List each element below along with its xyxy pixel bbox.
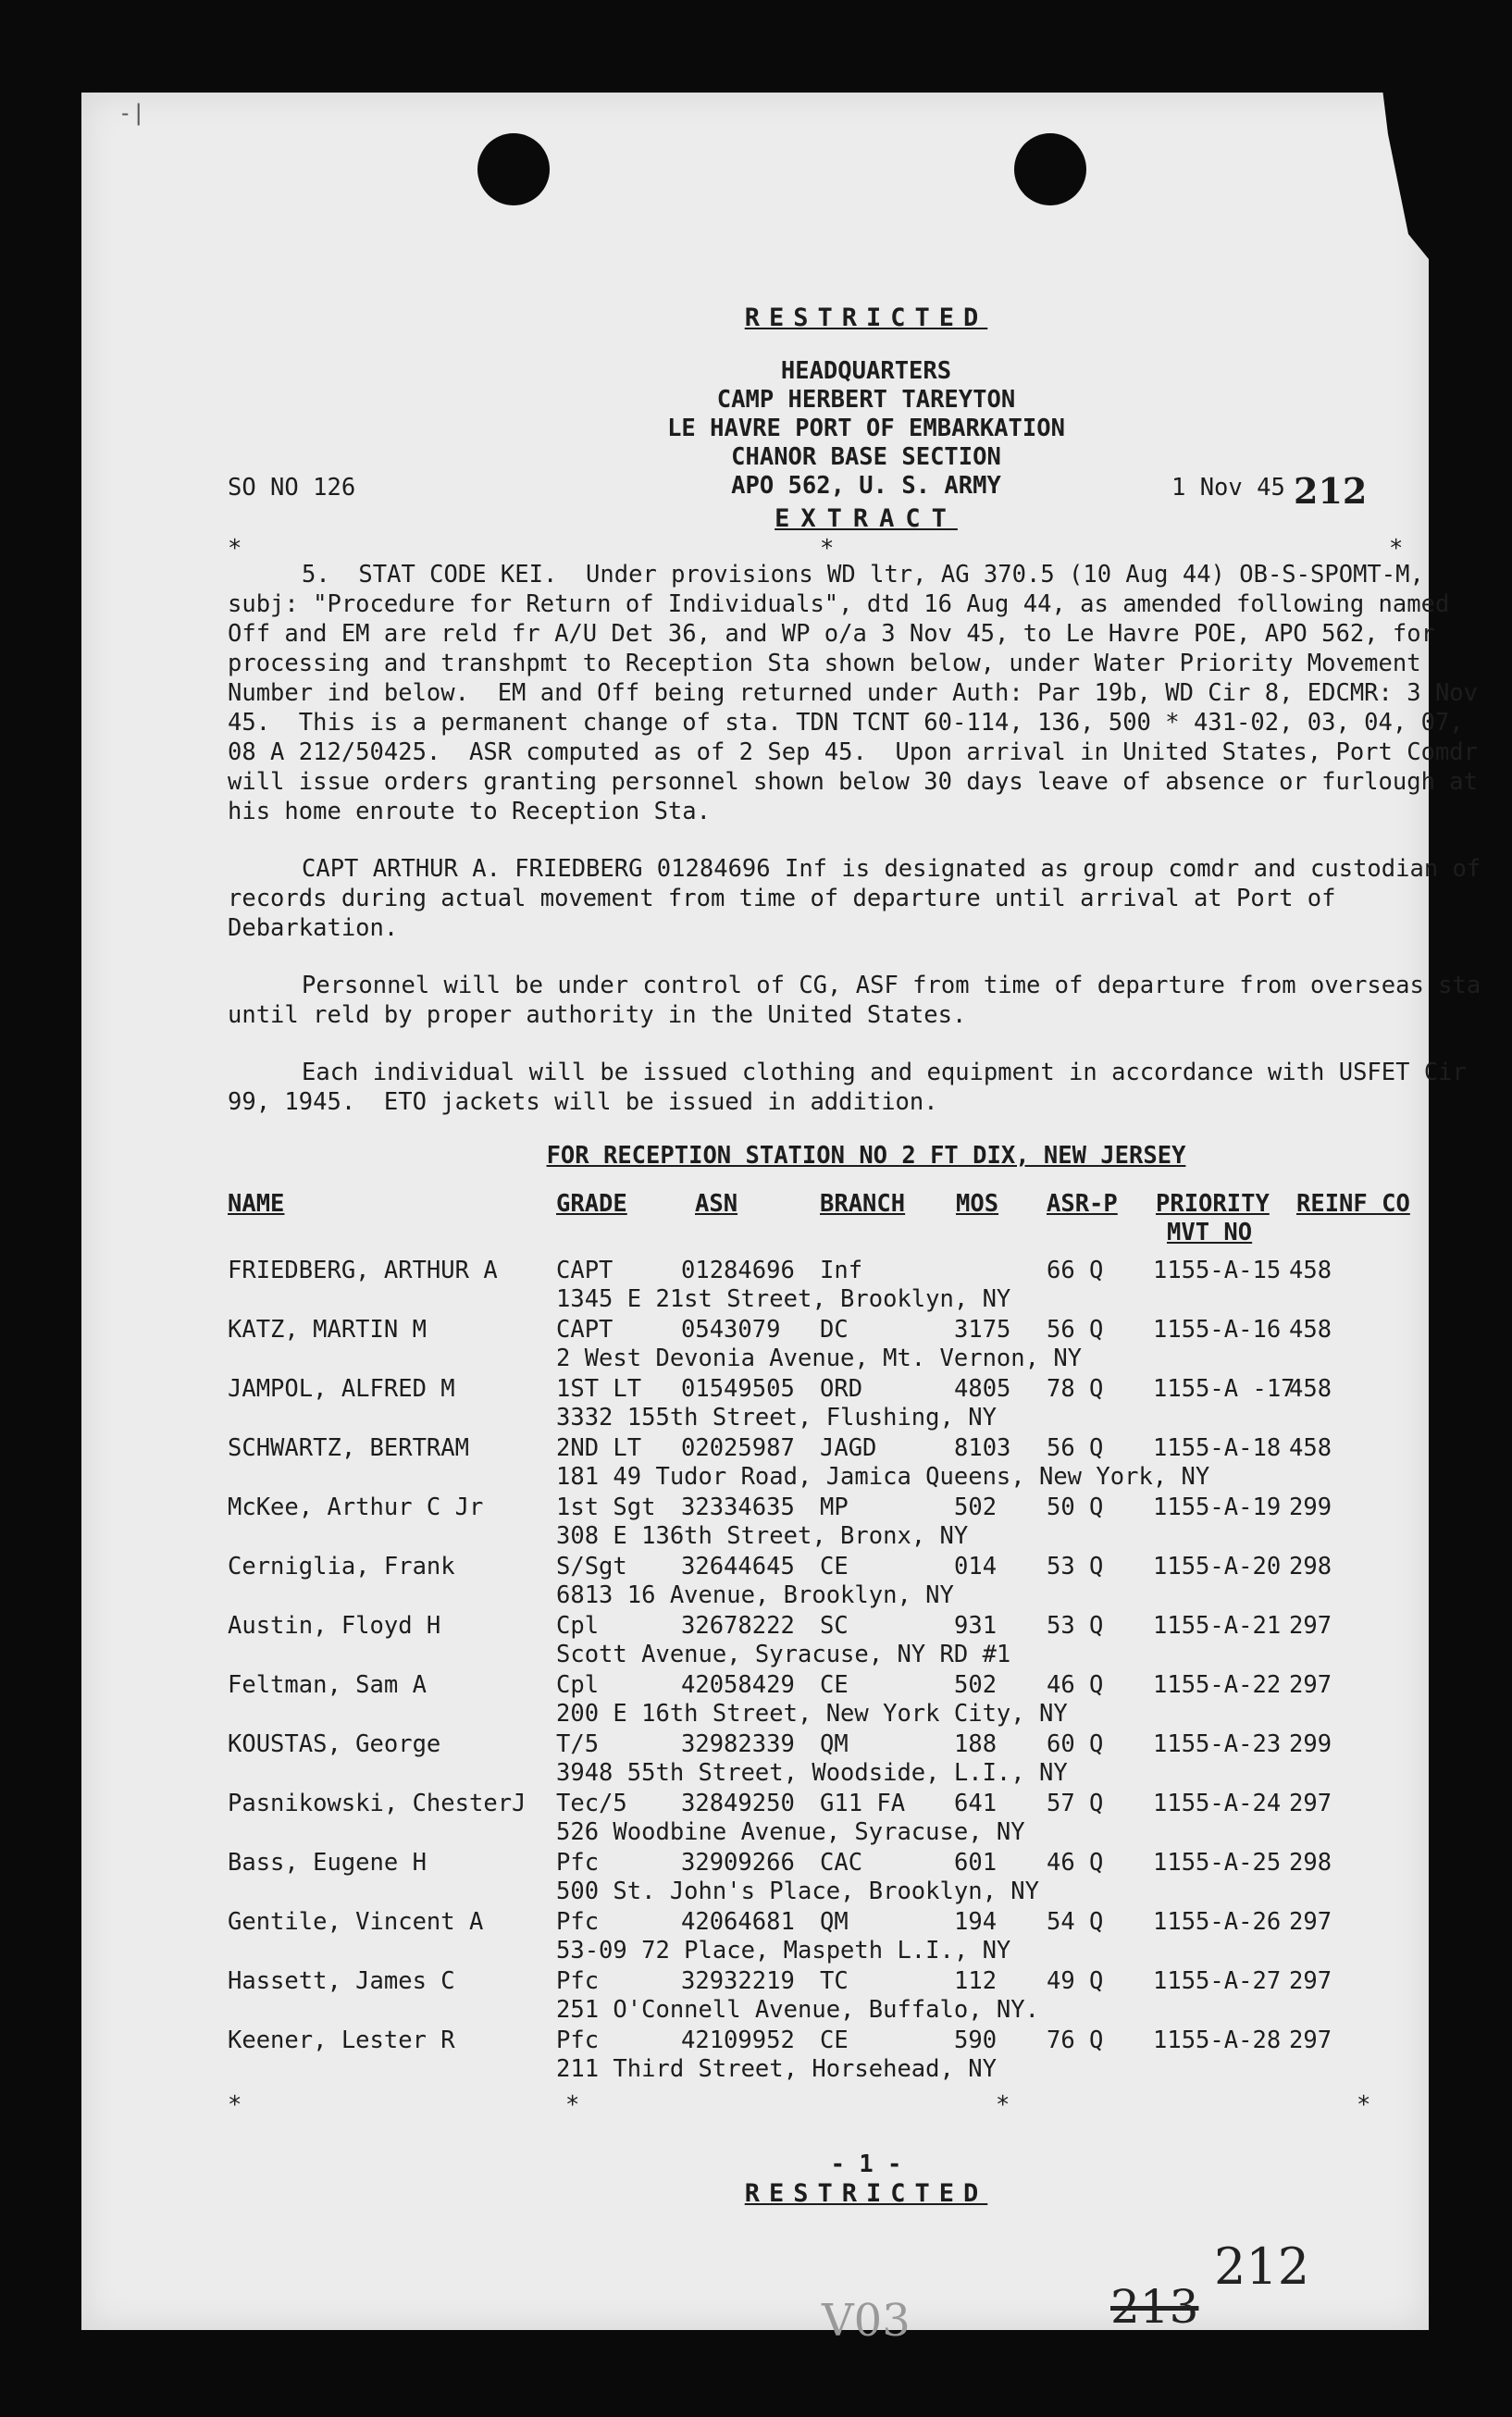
table-row xyxy=(228,1848,1505,1907)
row-grade: Pfc xyxy=(556,1908,600,1936)
row-asr-score: 60 Q xyxy=(1047,1730,1104,1758)
row-branch: MP xyxy=(820,1494,849,1521)
row-grade: Pfc xyxy=(556,1849,600,1877)
row-reinf-co: 458 xyxy=(1289,1316,1332,1344)
row-priority-mvt-no: 1155-A-21 xyxy=(1153,1612,1282,1640)
row-address: 6813 16 Avenue, Brooklyn, NY xyxy=(556,1581,954,1609)
star: * xyxy=(1357,2091,1371,2119)
star: * xyxy=(996,2091,1010,2119)
separator-stars xyxy=(228,534,1505,563)
row-asn: 42064681 xyxy=(681,1908,795,1936)
row-reinf-co: 299 xyxy=(1289,1730,1332,1758)
header-name: NAME xyxy=(228,1190,285,1218)
row-mos: 502 xyxy=(954,1671,998,1699)
header-mos: MOS xyxy=(956,1190,999,1218)
document-page xyxy=(81,93,1495,2347)
row-asn: 01549505 xyxy=(681,1375,795,1403)
row-grade: 1st Sgt xyxy=(556,1494,656,1521)
row-name: Bass, Eugene H xyxy=(228,1849,427,1877)
row-mos: 194 xyxy=(954,1908,998,1936)
row-asn: 32644645 xyxy=(681,1553,795,1580)
row-priority-mvt-no: 1155-A-28 xyxy=(1153,2027,1282,2054)
punch-hole xyxy=(1014,133,1086,205)
star: * xyxy=(1389,535,1404,563)
row-asn: 32909266 xyxy=(681,1849,795,1877)
table-row xyxy=(228,1670,1505,1729)
extract-heading: EXTRACT xyxy=(775,504,958,533)
row-reinf-co: 299 xyxy=(1289,1494,1332,1521)
row-name: Pasnikowski, ChesterJ xyxy=(228,1790,527,1817)
row-asr-score: 50 Q xyxy=(1047,1494,1104,1521)
row-mos: 590 xyxy=(954,2027,998,2054)
row-asn: 32932219 xyxy=(681,1967,795,1995)
row-address: 251 O'Connell Avenue, Buffalo, NY. xyxy=(556,1996,1039,2024)
hq-line: LE HAVRE PORT OF EMBARKATION xyxy=(667,415,1065,442)
row-grade: Cpl xyxy=(556,1671,600,1699)
page-stamp-number: 212 xyxy=(1294,470,1368,512)
row-address: 3332 155th Street, Flushing, NY xyxy=(556,1404,997,1432)
row-priority-mvt-no: 1155-A-19 xyxy=(1153,1494,1282,1521)
row-asn: 32678222 xyxy=(681,1612,795,1640)
row-reinf-co: 298 xyxy=(1289,1849,1332,1877)
row-priority-mvt-no: 1155-A-15 xyxy=(1153,1257,1282,1284)
hq-line: HEADQUARTERS xyxy=(780,357,952,385)
document-body xyxy=(228,304,1505,2209)
row-address: 200 E 16th Street, New York City, NY xyxy=(556,1700,1068,1728)
row-priority-mvt-no: 1155-A-24 xyxy=(1153,1790,1282,1817)
row-mos: 3175 xyxy=(954,1316,1011,1344)
row-reinf-co: 458 xyxy=(1289,1434,1332,1462)
header-priority: PRIORITY xyxy=(1156,1190,1270,1218)
row-address: 500 St. John's Place, Brooklyn, NY xyxy=(556,1878,1039,1905)
header-asr: ASR-P xyxy=(1047,1190,1118,1218)
row-grade: 2ND LT xyxy=(556,1434,642,1462)
row-mos: 931 xyxy=(954,1612,998,1640)
row-reinf-co: 458 xyxy=(1289,1257,1332,1284)
row-address: 3948 55th Street, Woodside, L.I., NY xyxy=(556,1759,1068,1787)
table-row xyxy=(228,1729,1505,1789)
row-grade: Pfc xyxy=(556,1967,600,1995)
row-mos: 502 xyxy=(954,1494,998,1521)
row-branch: QM xyxy=(820,1908,849,1936)
row-name: Gentile, Vincent A xyxy=(228,1908,484,1936)
hq-line: CHANOR BASE SECTION xyxy=(731,443,1001,471)
row-name: Austin, Floyd H xyxy=(228,1612,441,1640)
row-asn: 32849250 xyxy=(681,1790,795,1817)
row-address: 1345 E 21st Street, Brooklyn, NY xyxy=(556,1285,1011,1313)
row-grade: CAPT xyxy=(556,1257,613,1284)
star: * xyxy=(228,2091,242,2119)
table-row xyxy=(228,1315,1505,1374)
table-row xyxy=(228,1374,1505,1433)
header-reinf-co: REINF CO xyxy=(1296,1190,1410,1218)
row-asr-score: 49 Q xyxy=(1047,1967,1104,1995)
row-asn: 02025987 xyxy=(681,1434,795,1462)
classification-top: RESTRICTED xyxy=(744,304,988,332)
row-asr-score: 54 Q xyxy=(1047,1908,1104,1936)
paragraph-5: 5. STAT CODE KEI. Under provisions WD ltr, AG 370.5 (10 Aug 44) OB-S-SPOMT-M, subj: "Procedure for Return of Individuals", dtd 16 Aug 44, as amended following named Off and EM are reld fr A/U Det 36, and WP o/a 3 Nov 45, to Le Havre POE, APO 562, for processing and transhpmt to Reception Sta shown below, under Water Priority Movement Number ind below. EM and Off being returned under Auth: Par 19b, WD Cir 8, EDCMR: 3 Nov 45. This is a permanent change of sta. TDN TCNT 60-114, 136, 500 * 431-02, 03, 04, 07, 08 A 212/50425. ASR computed as of 2 Sep 45. Upon arrival in United States, Port Comdr will issue orders granting personnel shown below 30 days leave of absence or furlough at his home enroute to Reception Sta. xyxy=(228,561,1493,825)
row-branch: SC xyxy=(820,1612,849,1640)
row-asn: 42058429 xyxy=(681,1671,795,1699)
row-asn: 32334635 xyxy=(681,1494,795,1521)
row-asr-score: 76 Q xyxy=(1047,2027,1104,2054)
handwritten-mark-v03: V03 xyxy=(822,2295,911,2347)
row-reinf-co: 297 xyxy=(1289,1612,1332,1640)
table-row xyxy=(228,1907,1505,1966)
header-grade: GRADE xyxy=(556,1190,627,1218)
row-grade: S/Sgt xyxy=(556,1553,627,1580)
star: * xyxy=(228,535,242,563)
row-name: FRIEDBERG, ARTHUR A xyxy=(228,1257,498,1284)
table-row xyxy=(228,2026,1505,2085)
row-branch: CE xyxy=(820,1553,849,1580)
row-address: 526 Woodbine Avenue, Syracuse, NY xyxy=(556,1818,1025,1846)
row-mos: 8103 xyxy=(954,1434,1011,1462)
row-branch: CE xyxy=(820,2027,849,2054)
table-header xyxy=(228,1189,1505,1256)
star: * xyxy=(565,2091,580,2119)
handwritten-number-213-crossed: 213 xyxy=(1110,2280,1199,2334)
row-grade: T/5 xyxy=(556,1730,600,1758)
row-branch: ORD xyxy=(820,1375,863,1403)
row-grade: Cpl xyxy=(556,1612,600,1640)
row-asr-score: 66 Q xyxy=(1047,1257,1104,1284)
table-row xyxy=(228,1493,1505,1552)
row-priority-mvt-no: 1155-A-27 xyxy=(1153,1967,1282,1995)
row-priority-mvt-no: 1155-A-23 xyxy=(1153,1730,1282,1758)
row-branch: JAGD xyxy=(820,1434,877,1462)
row-address: 53-09 72 Place, Maspeth L.I., NY xyxy=(556,1937,1011,1965)
row-priority-mvt-no: 1155-A-26 xyxy=(1153,1908,1282,1936)
row-asn: 32982339 xyxy=(681,1730,795,1758)
row-asr-score: 57 Q xyxy=(1047,1790,1104,1817)
hq-line: APO 562, U. S. ARMY xyxy=(731,472,1001,500)
table-row xyxy=(228,1256,1505,1315)
row-reinf-co: 297 xyxy=(1289,1967,1332,1995)
row-name: Cerniglia, Frank xyxy=(228,1553,455,1580)
hq-line: CAMP HERBERT TAREYTON xyxy=(716,386,1016,414)
row-mos: 112 xyxy=(954,1967,998,1995)
star: * xyxy=(820,535,835,563)
row-mos: 601 xyxy=(954,1849,998,1877)
row-branch: TC xyxy=(820,1967,849,1995)
row-reinf-co: 298 xyxy=(1289,1553,1332,1580)
row-branch: QM xyxy=(820,1730,849,1758)
row-name: JAMPOL, ALFRED M xyxy=(228,1375,455,1403)
row-name: KOUSTAS, George xyxy=(228,1730,441,1758)
header-mvt-no: MVT NO xyxy=(1167,1219,1253,1246)
row-priority-mvt-no: 1155-A-25 xyxy=(1153,1849,1282,1877)
row-mos: 188 xyxy=(954,1730,998,1758)
row-grade: CAPT xyxy=(556,1316,613,1344)
row-asn: 01284696 xyxy=(681,1257,795,1284)
row-grade: Tec/5 xyxy=(556,1790,627,1817)
row-branch: G11 FA xyxy=(820,1790,906,1817)
handwritten-number-212: 212 xyxy=(1214,2237,1310,2296)
row-asr-score: 46 Q xyxy=(1047,1849,1104,1877)
row-priority-mvt-no: 1155-A-18 xyxy=(1153,1434,1282,1462)
classification-bottom: RESTRICTED xyxy=(744,2179,988,2208)
table-row xyxy=(228,1789,1505,1848)
order-line xyxy=(228,470,1505,512)
row-priority-mvt-no: 1155-A-16 xyxy=(1153,1316,1282,1344)
paragraph-clothing: Each individual will be issued clothing and equipment in accordance with USFET Cir 99, 1945. ETO jackets will be issued in addition. xyxy=(228,1059,1481,1116)
paragraph-control: Personnel will be under control of CG, ASF from time of departure from overseas sta until reld by proper authority in the United States. xyxy=(228,972,1495,1029)
header-asn: ASN xyxy=(695,1190,738,1218)
row-branch: CAC xyxy=(820,1849,863,1877)
row-reinf-co: 297 xyxy=(1289,1790,1332,1817)
torn-corner xyxy=(1327,93,1429,259)
table-row xyxy=(228,1552,1505,1611)
row-name: KATZ, MARTIN M xyxy=(228,1316,427,1344)
row-mos: 641 xyxy=(954,1790,998,1817)
row-asr-score: 46 Q xyxy=(1047,1671,1104,1699)
order-number: SO NO 126 xyxy=(228,474,356,502)
reception-station-heading: FOR RECEPTION STATION NO 2 FT DIX, NEW JERSEY xyxy=(546,1142,1186,1170)
row-reinf-co: 297 xyxy=(1289,1908,1332,1936)
tick-mark: -| xyxy=(118,100,145,126)
row-reinf-co: 297 xyxy=(1289,2027,1332,2054)
table-rows xyxy=(228,1256,1505,2085)
order-date: 1 Nov 45 xyxy=(1171,474,1285,502)
row-priority-mvt-no: 1155-A -17 xyxy=(1153,1375,1295,1403)
row-asr-score: 78 Q xyxy=(1047,1375,1104,1403)
personnel-table xyxy=(228,1189,1505,2085)
row-priority-mvt-no: 1155-A-22 xyxy=(1153,1671,1282,1699)
row-name: McKee, Arthur C Jr xyxy=(228,1494,484,1521)
row-name: Feltman, Sam A xyxy=(228,1671,427,1699)
row-reinf-co: 458 xyxy=(1289,1375,1332,1403)
row-asn: 42109952 xyxy=(681,2027,795,2054)
row-branch: Inf xyxy=(820,1257,863,1284)
paragraph-group-commander: CAPT ARTHUR A. FRIEDBERG 01284696 Inf is designated as group comdr and custodian of records during actual movement from time of departure until arrival at Port of Debarkation. xyxy=(228,855,1495,942)
row-asr-score: 56 Q xyxy=(1047,1434,1104,1462)
row-branch: CE xyxy=(820,1671,849,1699)
row-name: SCHWARTZ, BERTRAM xyxy=(228,1434,469,1462)
row-address: Scott Avenue, Syracuse, NY RD #1 xyxy=(556,1641,1011,1668)
page-number: - 1 - xyxy=(830,2151,902,2178)
row-name: Hassett, James C xyxy=(228,1967,455,1995)
row-reinf-co: 297 xyxy=(1289,1671,1332,1699)
separator-stars-bottom xyxy=(228,2090,1505,2119)
row-priority-mvt-no: 1155-A-20 xyxy=(1153,1553,1282,1580)
row-asn: 0543079 xyxy=(681,1316,781,1344)
row-asr-score: 53 Q xyxy=(1047,1553,1104,1580)
table-row xyxy=(228,1611,1505,1670)
punch-hole xyxy=(477,133,550,205)
row-address: 2 West Devonia Avenue, Mt. Vernon, NY xyxy=(556,1345,1083,1372)
table-row xyxy=(228,1966,1505,2026)
row-grade: Pfc xyxy=(556,2027,600,2054)
row-asr-score: 56 Q xyxy=(1047,1316,1104,1344)
row-address: 211 Third Street, Horsehead, NY xyxy=(556,2055,997,2083)
row-branch: DC xyxy=(820,1316,849,1344)
row-name: Keener, Lester R xyxy=(228,2027,455,2054)
row-mos: 4805 xyxy=(954,1375,1011,1403)
header-branch: BRANCH xyxy=(820,1190,906,1218)
row-address: 181 49 Tudor Road, Jamica Queens, New York, NY xyxy=(556,1463,1210,1491)
table-row xyxy=(228,1433,1505,1493)
row-mos: 014 xyxy=(954,1553,998,1580)
row-asr-score: 53 Q xyxy=(1047,1612,1104,1640)
row-address: 308 E 136th Street, Bronx, NY xyxy=(556,1522,969,1550)
row-grade: 1ST LT xyxy=(556,1375,642,1403)
